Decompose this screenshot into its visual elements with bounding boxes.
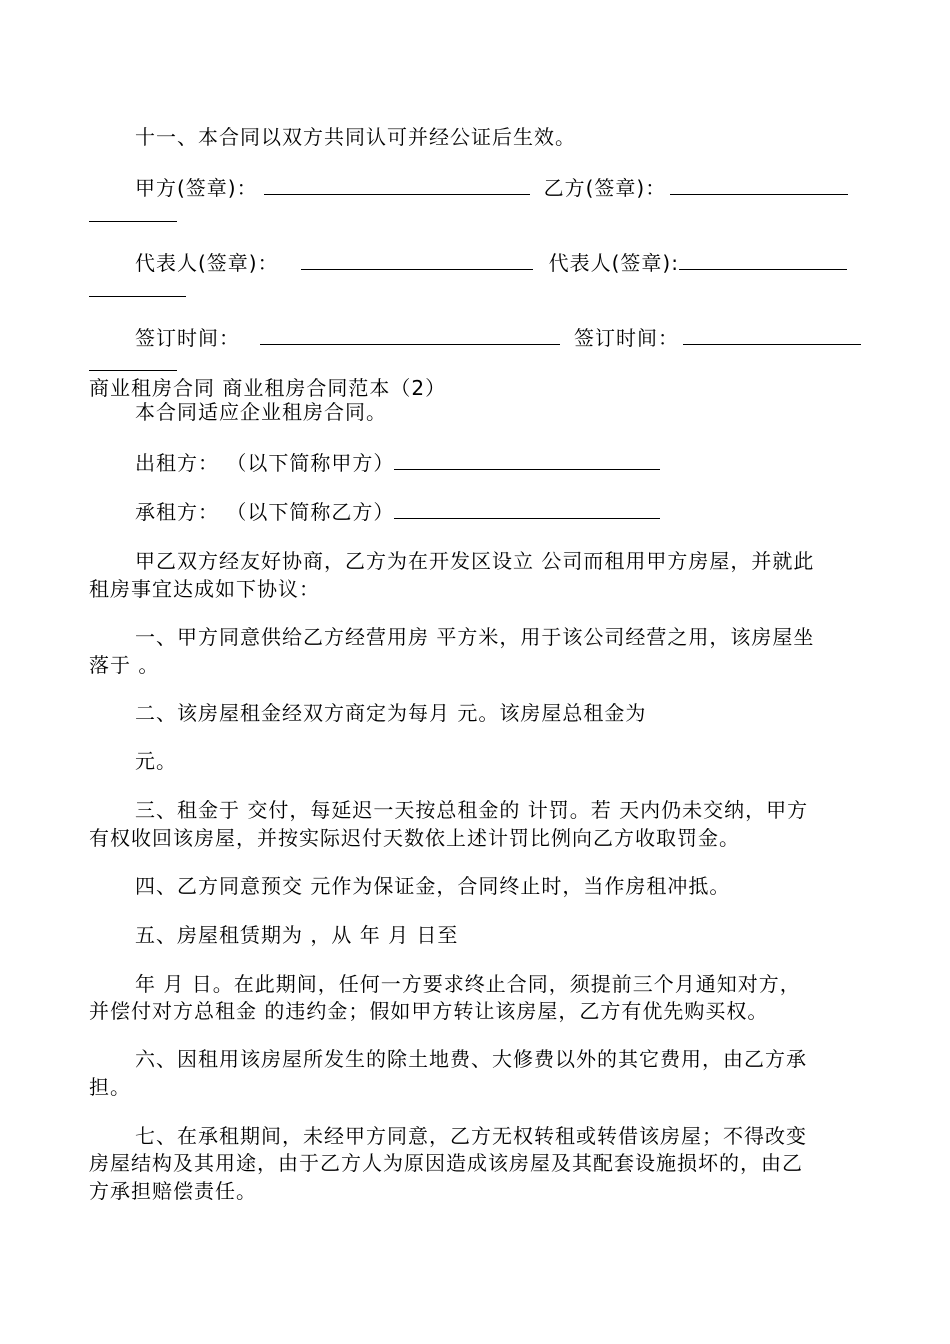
clause-2-line-1: 二、该房屋租金经双方商定为每月 元。该房屋总租金为	[135, 701, 647, 725]
date-b-field[interactable]	[683, 326, 861, 345]
clause-1-line-2: 落于 。	[89, 653, 160, 677]
clause-11: 十一、本合同以双方共同认可并经公证后生效。	[135, 125, 576, 149]
rep-b-signature-label: 代表人(签章):	[548, 251, 679, 275]
clause-6-line-2: 担。	[89, 1075, 131, 1099]
clause-7-line-1: 七、在承租期间，未经甲方同意，乙方无权转租或转借该房屋；不得改变	[135, 1124, 807, 1148]
clause-7-line-3: 方承担赔偿责任。	[89, 1179, 257, 1203]
clause-4: 四、乙方同意预交 元作为保证金，合同终止时，当作房租冲抵。	[135, 874, 731, 898]
date-a-label: 签订时间：	[135, 326, 240, 350]
rep-b-signature-continuation	[89, 295, 186, 297]
lessor-row	[135, 448, 869, 479]
clause-5-line-3: 并偿付对方总租金 的违约金；假如甲方转让该房屋，乙方有优先购买权。	[89, 999, 769, 1023]
party-a-signature-field[interactable]	[264, 176, 530, 195]
clause-7-line-2: 房屋结构及其用途，由于乙方人为原因造成该房屋及其配套设施损坏的，由乙	[89, 1151, 803, 1175]
party-b-signature-label: 乙方(签章)：	[543, 176, 667, 200]
clause-5-line-1: 五、房屋租赁期为 ，从 年 月 日至	[135, 923, 459, 947]
rep-a-signature-label: 代表人(签章)：	[135, 251, 279, 275]
signature-row-parties	[135, 173, 869, 204]
clause-2-line-2: 元。	[135, 749, 177, 773]
clause-5-line-2: 年 月 日。在此期间，任何一方要求终止合同，须提前三个月通知对方，	[135, 972, 801, 996]
section-title: 商业租房合同 商业租房合同范本（2）	[89, 376, 447, 400]
clause-1-line-1: 一、甲方同意供给乙方经营用房 平方米，用于该公司经营之用，该房屋坐	[135, 625, 815, 649]
preamble-line-1: 甲乙双方经友好协商，乙方为在开发区设立 公司而租用甲方房屋，并就此	[135, 549, 815, 573]
rep-b-signature-field[interactable]	[679, 251, 847, 270]
clause-3-line-2: 有权收回该房屋，并按实际迟付天数依上述计罚比例向乙方收取罚金。	[89, 826, 740, 850]
clause-6-line-1: 六、因租用该房屋所发生的除土地费、大修费以外的其它费用，由乙方承	[135, 1047, 807, 1071]
signature-row-dates	[135, 323, 869, 354]
lessee-row	[135, 497, 869, 528]
rep-a-signature-field[interactable]	[301, 251, 533, 270]
preamble-line-2: 租房事宜达成如下协议：	[89, 577, 320, 601]
date-b-label: 签订时间：	[574, 326, 679, 350]
lessee-label: 承租方： （以下简称乙方）	[135, 500, 395, 524]
party-a-signature-label: 甲方(签章)：	[135, 176, 258, 200]
intro-text: 本合同适应企业租房合同。	[135, 400, 387, 424]
party-b-signature-field[interactable]	[670, 176, 848, 195]
lessor-label: 出租方： （以下简称甲方）	[135, 451, 395, 475]
clause-3-line-1: 三、租金于 交付，每延迟一天按总租金的 计罚。若 天内仍未交纳，甲方	[135, 798, 809, 822]
lessor-field[interactable]	[394, 451, 660, 470]
signature-row-representatives	[135, 248, 869, 279]
party-b-signature-continuation	[89, 220, 177, 222]
lessee-field[interactable]	[394, 500, 660, 519]
date-a-field[interactable]	[260, 326, 560, 345]
date-b-continuation	[89, 369, 177, 371]
